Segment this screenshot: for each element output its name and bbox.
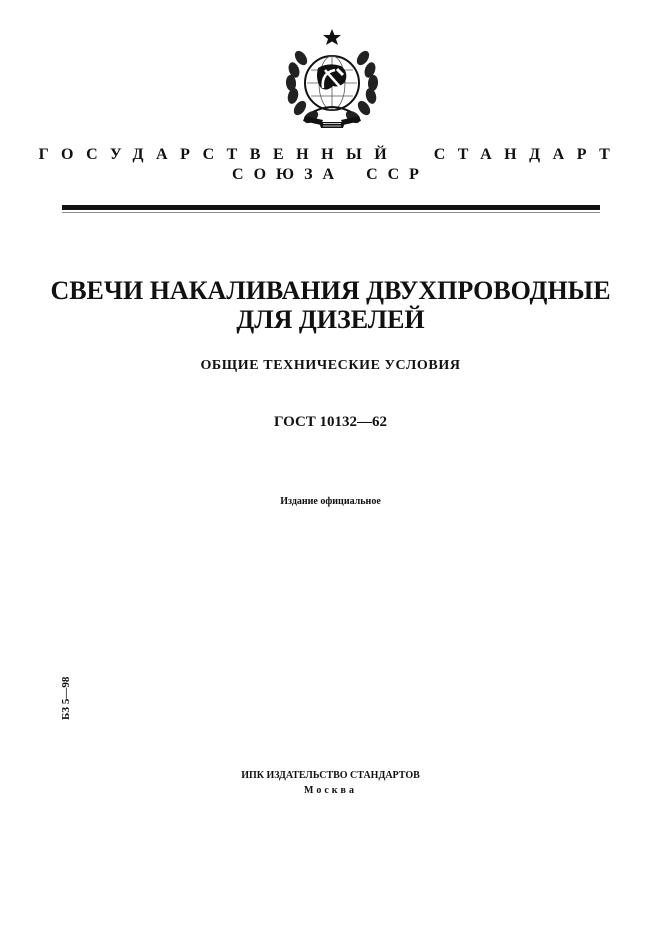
edition-note: Издание официальное [280, 496, 381, 507]
state-emblem-icon [283, 28, 381, 132]
document-title-line2: ДЛЯ ДИЗЕЛЕЙ [236, 305, 425, 334]
publisher-city: Москва [304, 785, 357, 796]
header-divider [62, 205, 600, 210]
publisher-name: ИПК ИЗДАТЕЛЬСТВО СТАНДАРТОВ [241, 770, 420, 781]
standard-code: ГОСТ 10132—62 [273, 414, 388, 430]
document-title [0, 276, 661, 334]
document-title-line1: СВЕЧИ НАКАЛИВАНИЯ ДВУХПРОВОДНЫЕ [50, 276, 611, 305]
header-divider-thin [62, 212, 600, 213]
standard-header-union: СОЮЗА ССР [232, 166, 429, 183]
standard-header: ГОСУДАРСТВЕННЫЙ СТАНДАРТ [38, 146, 623, 163]
catalog-mark: БЗ 5—98 [60, 676, 72, 720]
document-subtitle: ОБЩИЕ ТЕХНИЧЕСКИЕ УСЛОВИЯ [200, 358, 461, 373]
